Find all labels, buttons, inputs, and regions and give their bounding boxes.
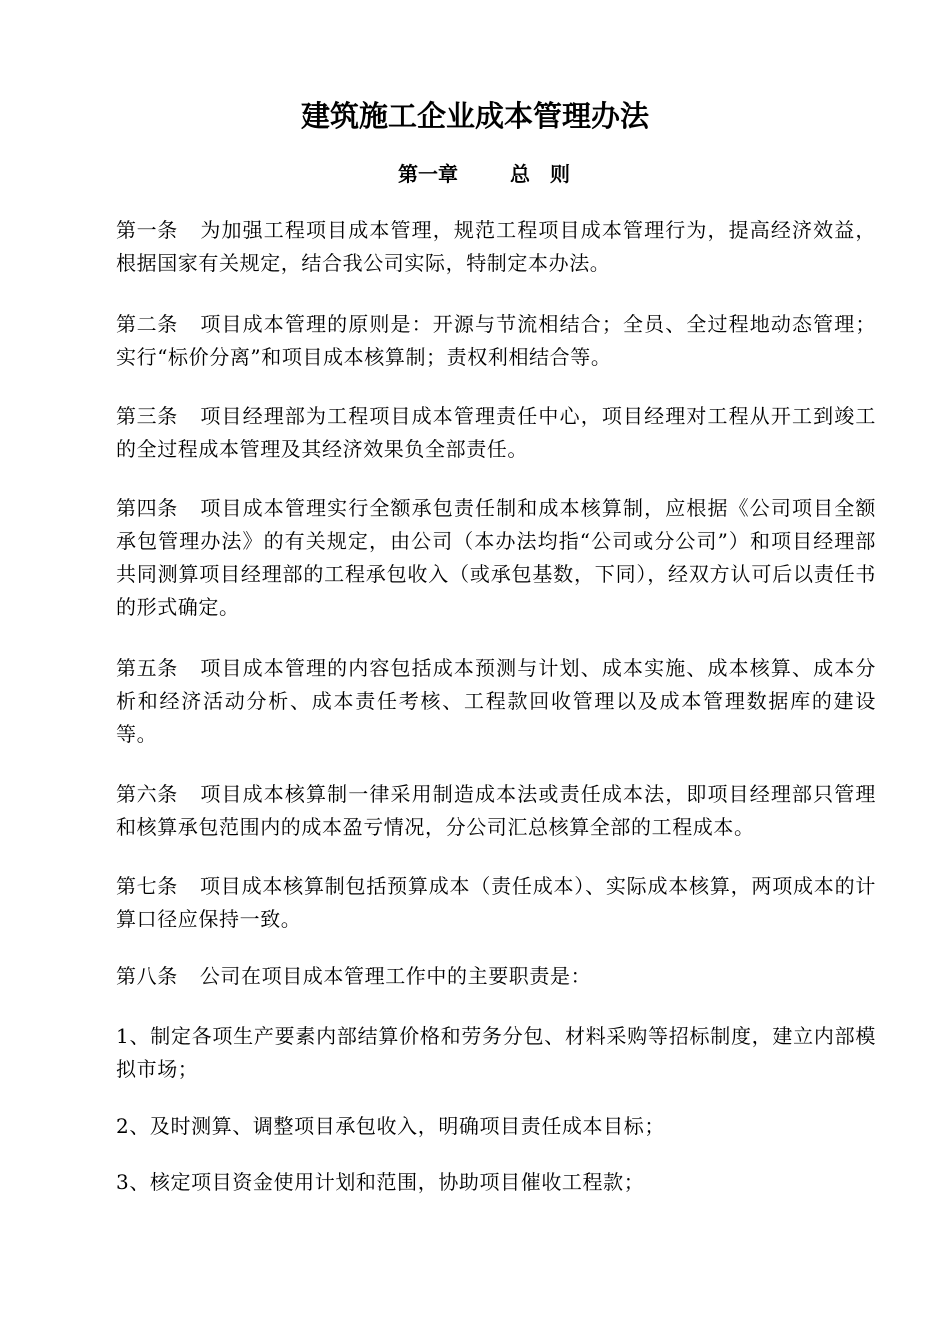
article-paragraph bbox=[116, 652, 876, 751]
article-paragraph bbox=[116, 400, 876, 466]
article-number: 第一条 bbox=[116, 218, 178, 242]
list-item: 3、核定项目资金使用计划和范围，协助项目催收工程款； bbox=[116, 1170, 645, 1194]
document-title: 建筑施工企业成本管理办法 bbox=[300, 99, 649, 133]
article-paragraph bbox=[116, 308, 876, 374]
article-text: 项目成本核算制包括预算成本（责任成本）、实际成本核算，两项成本的计算口径应保持一致。 bbox=[116, 874, 876, 931]
chapter-name: 总 则 bbox=[510, 162, 570, 186]
chapter-heading bbox=[0, 159, 950, 189]
article-number: 第三条 bbox=[116, 404, 178, 428]
article-number: 第七条 bbox=[116, 874, 178, 898]
article-paragraph bbox=[116, 214, 876, 280]
article-text: 项目成本管理实行全额承包责任制和成本核算制，应根据《公司项目全额承包管理办法》的有关规定，由公司（本办法均指“公司或分公司”）和项目经理部共同测算项目经理部的工程承包收入（或承包基数，下同），经双方认可后以责任书的形式确定。 bbox=[116, 496, 876, 619]
article-number: 第四条 bbox=[116, 496, 178, 520]
article-number: 第二条 bbox=[116, 312, 178, 336]
article-paragraph bbox=[116, 492, 876, 624]
article-text: 项目成本管理的原则是：开源与节流相结合；全员、全过程地动态管理；实行“标价分离”和项目成本核算制；责权利相结合等。 bbox=[116, 312, 876, 369]
article-text: 项目经理部为工程项目成本管理责任中心，项目经理对工程从开工到竣工的全过程成本管理及其经济效果负全部责任。 bbox=[116, 404, 876, 461]
article-number: 第六条 bbox=[116, 782, 178, 806]
chapter-number: 第一章 bbox=[398, 162, 458, 186]
article-paragraph bbox=[116, 960, 876, 993]
article-text: 项目成本管理的内容包括成本预测与计划、成本实施、成本核算、成本分析和经济活动分析、成本责任考核、工程款回收管理以及成本管理数据库的建设等。 bbox=[116, 656, 876, 746]
article-text: 项目成本核算制一律采用制造成本法或责任成本法，即项目经理部只管理和核算承包范围内的成本盈亏情况，分公司汇总核算全部的工程成本。 bbox=[116, 782, 876, 839]
article-text: 公司在项目成本管理工作中的主要职责是： bbox=[199, 964, 592, 988]
article-text: 为加强工程项目成本管理，规范工程项目成本管理行为，提高经济效益，根据国家有关规定，结合我公司实际，特制定本办法。 bbox=[116, 218, 876, 275]
list-item: 1、制定各项生产要素内部结算价格和劳务分包、材料采购等招标制度，建立内部模拟市场； bbox=[116, 1024, 876, 1081]
article-paragraph bbox=[116, 870, 876, 936]
article-number: 第八条 bbox=[116, 964, 178, 988]
list-item: 2、及时测算、调整项目承包收入，明确项目责任成本目标； bbox=[116, 1114, 665, 1138]
article-paragraph bbox=[116, 778, 876, 844]
article-number: 第五条 bbox=[116, 656, 178, 680]
